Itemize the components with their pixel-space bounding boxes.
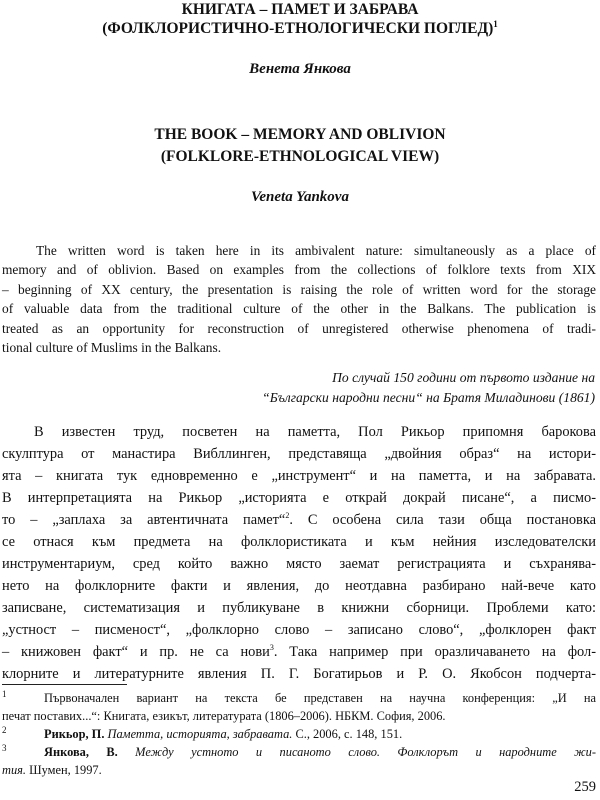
footnote-text: Първоначален вариант на текста бе представен на научна конференция: „И на [44, 691, 596, 705]
footnote-author: Рикьор, П. [44, 727, 105, 741]
footnote-ref-3[interactable]: 3 [269, 643, 274, 653]
title-bulgarian-line2-text: (ФОЛКЛОРИСТИЧНО-ЕТНОЛОГИЧЕСКИ ПОГЛЕД) [102, 20, 494, 37]
footnote-title: тия. [2, 763, 27, 777]
body-line-text: то – „заплаха за автентичната памет“ [2, 512, 286, 528]
title-english-line2: (FOLKLORE-ETHNOLOGICAL VIEW) [160, 148, 440, 165]
title-english-line1: THE BOOK – MEMORY AND OBLIVION [154, 126, 446, 143]
body-line: В известен труд, посветен на паметта, Пол Рикьор припомня барокова [34, 424, 596, 440]
body-line-text: . С особена сила тази обща постановка [289, 512, 596, 528]
abstract-line: The written word is taken here in its ambivalent nature: simultaneously as a place of [36, 243, 596, 258]
epigraph-line1: По случай 150 години от първото издание на [332, 370, 595, 385]
abstract-line: tional culture of Muslims in the Balkans. [2, 340, 222, 356]
footnote-1-continuation: печат поставих...“: Книгата, езикът, литературата (1806–2006). НБКМ. София, 2006. [2, 709, 446, 723]
body-paragraph [2, 421, 596, 685]
title-english [0, 124, 600, 168]
body-line-text: . Така например при оразличаването на фол- [273, 644, 596, 660]
abstract-line: of valuable data from the traditional culture of the other in the Balkans. The publication is [2, 301, 596, 317]
body-line: клорните и литературните явления П. Г. Богатирьов и Р. О. Якобсон подчерта- [2, 666, 596, 682]
footnote-text: С., 2006, с. 148, 151. [295, 727, 403, 741]
author-english: Veneta Yankova [251, 189, 349, 205]
footnote-3-continuation [2, 761, 596, 779]
title-bulgarian [0, 0, 600, 38]
footnote-text: Шумен, 1997. [29, 763, 102, 777]
body-line [2, 641, 596, 663]
title-bulgarian-line1: КНИГАТА – ПАМЕТ И ЗАБРАВА [181, 1, 419, 18]
body-line: ята – книгата тук едновременно е „инструмент“ и на паметта, и на забравата. [2, 468, 596, 484]
footnote-2: 2 Рикьор, П. Паметта, историята, забравата. С., 2006, с. 148, 151. [2, 724, 403, 741]
body-line: скулптура от манастира Вибллинген, представяща „двойния образ“ на истори- [2, 446, 596, 462]
body-line: записване, систематизация и публикуване в книжни сборници. Проблеми като: [2, 600, 596, 616]
footnote-author: Янкова, В. [44, 745, 118, 759]
epigraph-line2: “Български народни песни“ на Братя Миладинови (1861) [262, 390, 595, 405]
footnote-1: 1 Първоначален вариант на текста бе представен на научна конференция: „И на [2, 688, 596, 705]
page-number: 259 [574, 779, 596, 795]
title-footnote-ref[interactable]: 1 [493, 18, 498, 29]
abstract-line: memory and of oblivion. Based on examples from the collections of folklore texts from XIX [2, 262, 596, 278]
body-line: нето на фолклорните факти и явления, до неотдавна разбирано най-вече като [2, 578, 596, 594]
footnote-3: 3 Янкова, В. Между устното и писаното слово. Фолклорът и народните жи- [2, 742, 596, 759]
footnote-title: Паметта, историята, забравата. [107, 727, 293, 741]
body-line-text: – книжовен факт“ и пр. не са нови [2, 644, 270, 660]
footnote-separator [2, 684, 127, 685]
body-line [2, 509, 596, 531]
title-bulgarian-line2 [0, 19, 600, 38]
abstract [2, 241, 596, 357]
abstract-line: – beginning of XX century, the presentation is raising the role of written word for the storage [2, 281, 596, 297]
footnotes [2, 689, 596, 779]
abstract-line: treated as an opportunity for reconstruction of unregistered otherwise phenomena of tradi- [2, 320, 596, 336]
footnote-title: Между устното и писаното слово. Фолклорът и народните жи- [135, 745, 596, 759]
body-line: „устност – писменост“, „фолклорно слово – записано слово“, „фолклорен факт [2, 622, 596, 638]
body-line: В интерпретацията на Рикьор „историята е открай докрай писане“, а писмо- [2, 490, 596, 506]
body-line: се отнася към предмета на фолклористиката и към нейния изследователски [2, 534, 596, 550]
epigraph [35, 368, 595, 408]
body-line: инструментариум, сред който важно място заемат регистрацията и съхранява- [2, 556, 596, 572]
footnote-ref-2[interactable]: 2 [285, 511, 290, 521]
author-bulgarian: Венета Янкова [249, 61, 351, 77]
